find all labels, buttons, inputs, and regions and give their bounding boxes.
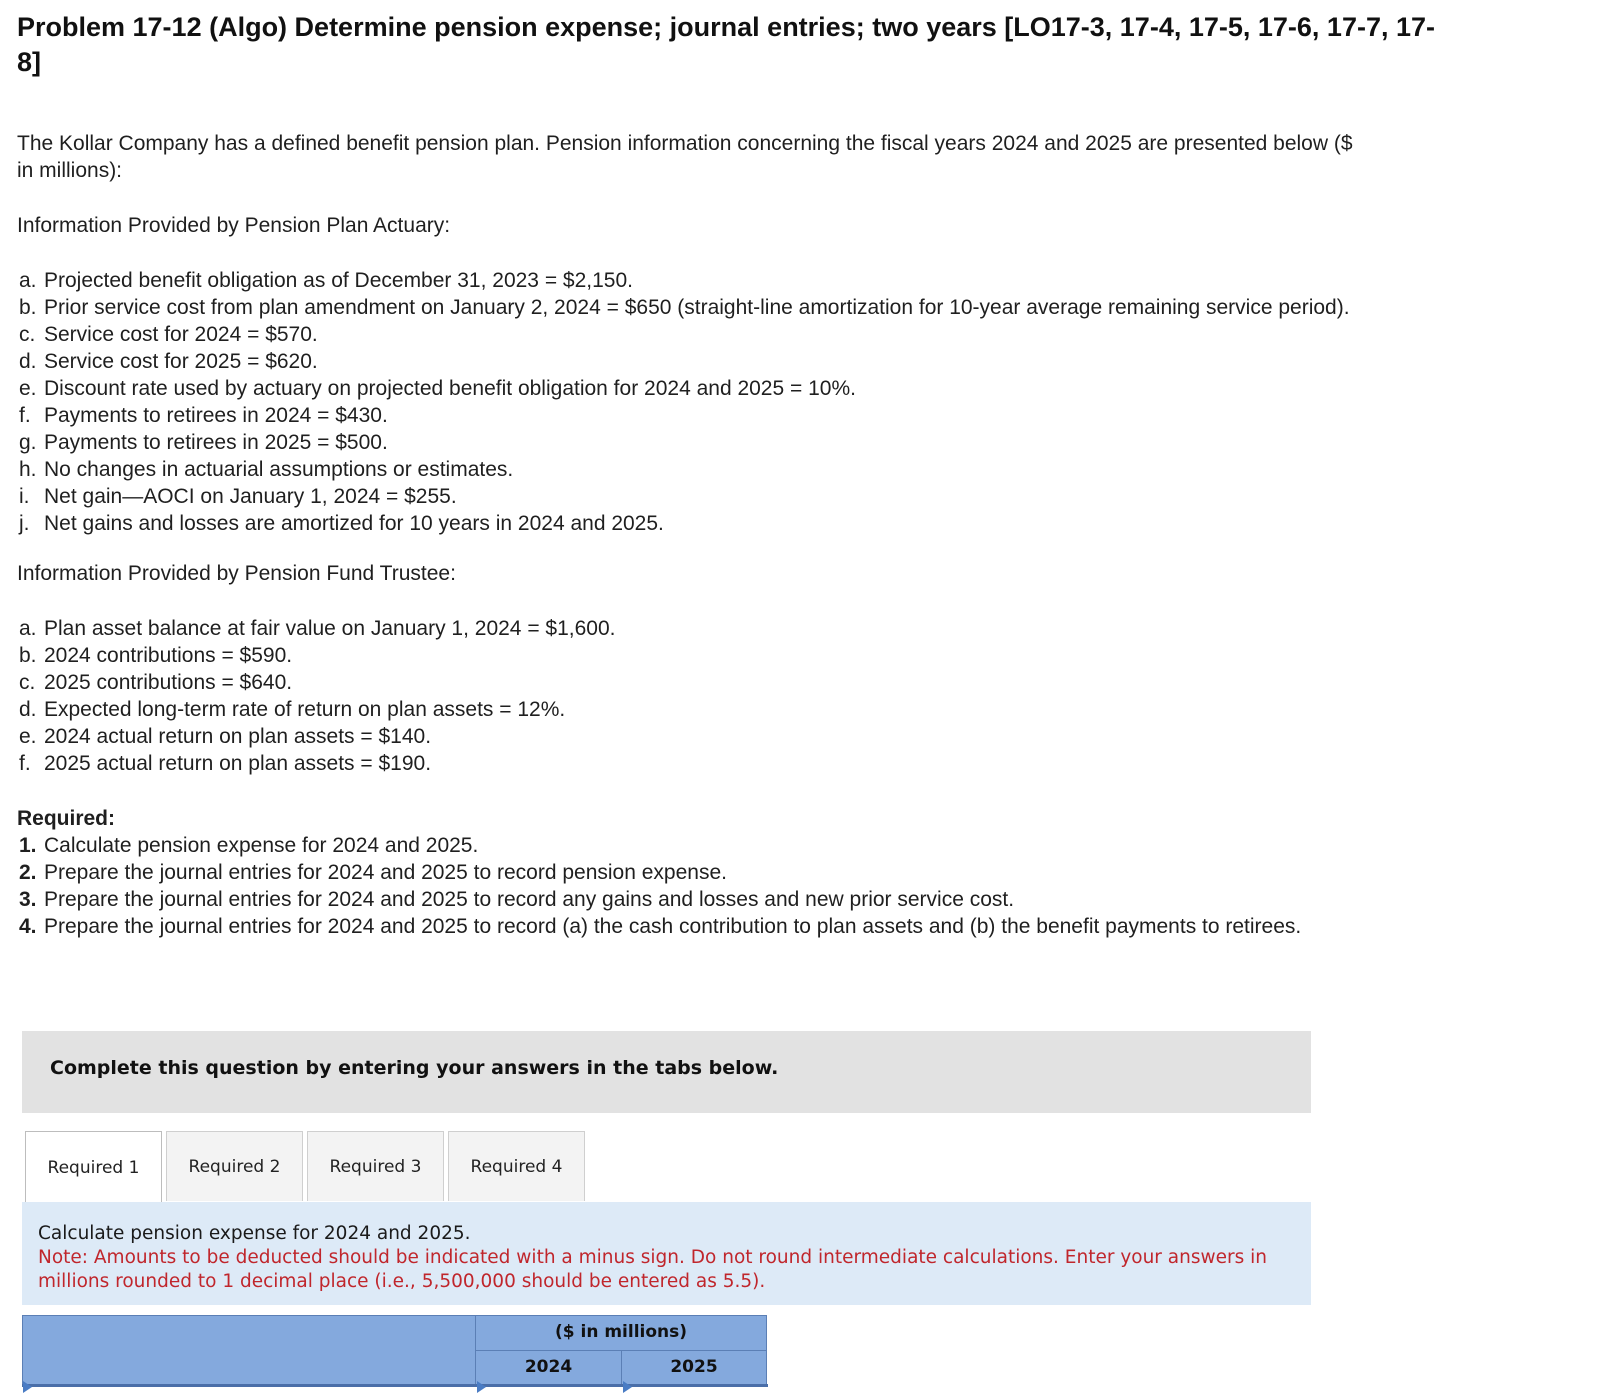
- list-item: i. Net gain—AOCI on January 1, 2024 = $255.: [19, 485, 457, 508]
- list-item: 2. Prepare the journal entries for 2024 and 2025 to record pension expense.: [19, 861, 727, 884]
- list-item: h. No changes in actuarial assumptions or estimates.: [19, 458, 514, 481]
- list-item: a. Projected benefit obligation as of December 31, 2023 = $2,150.: [19, 269, 633, 292]
- list-item: b. 2024 contributions = $590.: [19, 644, 293, 667]
- column-header-2024: 2024: [475, 1350, 622, 1385]
- list-item: b. Prior service cost from plan amendment on January 2, 2024 = $650 (straight-line amortization for 10-year average remaining service period).: [19, 296, 1350, 319]
- row-dropdown-arrow-icon[interactable]: [23, 1381, 32, 1393]
- trustee-heading: Information Provided by Pension Fund Trustee:: [17, 562, 456, 585]
- list-item: g. Payments to retirees in 2025 = $500.: [19, 431, 388, 454]
- problem-intro: The Kollar Company has a defined benefit pension plan. Pension information concerning the fiscal years 2024 and 2025 are presented below ($ in millions):: [17, 132, 1353, 182]
- required-section: [17, 805, 1447, 940]
- tab-instructions: [22, 1202, 1311, 1305]
- tab-instruction-text: Calculate pension expense for 2024 and 2025.: [38, 1223, 471, 1244]
- list-item: a. Plan asset balance at fair value on January 1, 2024 = $1,600.: [19, 617, 616, 640]
- tab-instruction-note: Note: Amounts to be deducted should be indicated with a minus sign. Do not round intermediate calculations. Enter your answers in millions rounded to 1 decimal place (i.e., 5,500,000 should be entered as 5.5).: [38, 1247, 1267, 1292]
- list-item: j. Net gains and losses are amortized for 10 years in 2024 and 2025.: [19, 512, 664, 535]
- required-list: [17, 832, 1407, 940]
- problem-content: [17, 10, 1447, 940]
- group-header-label: ($ in millions): [554, 1322, 688, 1342]
- list-item: 3. Prepare the journal entries for 2024 and 2025 to record any gains and losses and new prior service cost.: [19, 888, 1015, 911]
- trustee-list: [17, 615, 1447, 777]
- tab-required-4[interactable]: Required 4: [448, 1131, 585, 1201]
- actuary-heading: Information Provided by Pension Plan Actuary:: [17, 214, 451, 237]
- list-item: c. Service cost for 2024 = $570.: [19, 323, 318, 346]
- list-item: 4. Prepare the journal entries for 2024 and 2025 to record (a) the cash contribution to plan assets and (b) the benefit payments to retirees.: [19, 915, 1302, 938]
- table-border: [766, 1385, 768, 1387]
- column-header-2025: 2025: [621, 1350, 767, 1385]
- instructions-banner: Complete this question by entering your answers in the tabs below.: [22, 1031, 1311, 1113]
- problem-title: Problem 17-12 (Algo) Determine pension expense; journal entries; two years [LO17-3, 17-4, 17-5, 17-6, 17-7, 17-8]: [17, 12, 1435, 77]
- input-indicator-icon[interactable]: [623, 1381, 632, 1393]
- input-indicator-icon[interactable]: [477, 1381, 486, 1393]
- required-heading: Required:: [17, 807, 116, 830]
- list-item: e. Discount rate used by actuary on projected benefit obligation for 2024 and 2025 = 10%.: [19, 377, 856, 400]
- table-group-header: [475, 1315, 767, 1351]
- tab-required-3[interactable]: Required 3: [307, 1131, 444, 1201]
- tab-bar: [25, 1131, 589, 1201]
- list-item: d. Service cost for 2025 = $620.: [19, 350, 318, 373]
- list-item: f. Payments to retirees in 2024 = $430.: [19, 404, 388, 427]
- list-item: d. Expected long-term rate of return on plan assets = 12%.: [19, 698, 566, 721]
- actuary-list: [17, 267, 1447, 537]
- list-item: 1. Calculate pension expense for 2024 and 2025.: [19, 834, 479, 857]
- list-item: f. 2025 actual return on plan assets = $190.: [19, 752, 432, 775]
- tab-required-2[interactable]: Required 2: [166, 1131, 303, 1201]
- table-label-header: [22, 1315, 476, 1385]
- list-item: c. 2025 contributions = $640.: [19, 671, 293, 694]
- tab-required-1[interactable]: Required 1: [25, 1131, 162, 1203]
- list-item: e. 2024 actual return on plan assets = $140.: [19, 725, 432, 748]
